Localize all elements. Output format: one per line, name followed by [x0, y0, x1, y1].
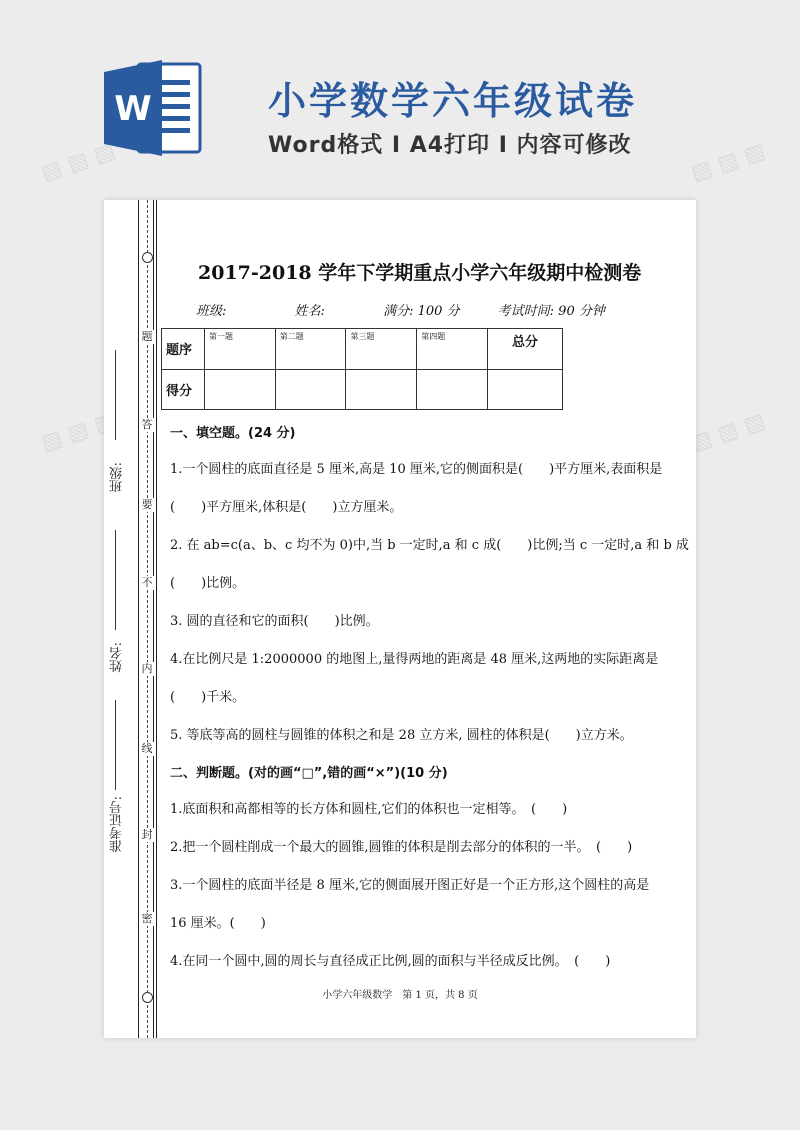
section-heading: 一、填空题。(24 分)	[170, 426, 296, 441]
table-row	[162, 329, 563, 370]
question-line: 1.一个圆柱的底面直径是 5 厘米,高是 10 厘米,它的侧面积是( )平方厘米,表面积是	[170, 462, 663, 477]
name-label: 姓名:	[294, 304, 325, 319]
exam-time-label: 考试时间: 90 分钟	[497, 304, 605, 319]
banner-subtitle: Word格式 I A4打印 I 内容可修改	[268, 133, 632, 158]
binding-char: 密	[141, 912, 153, 925]
question-line: 3. 圆的直径和它的面积( )比例。	[170, 614, 379, 629]
score-cell[interactable]	[346, 369, 417, 410]
binding-char: 线	[141, 742, 153, 755]
page-footer: 小学六年级数学 第 1 页，共 8 页	[322, 990, 478, 1001]
class-label: 班级:	[196, 304, 227, 319]
binding-char: 要	[141, 498, 153, 511]
binding-char: 封	[141, 828, 153, 841]
question-line: ( )比例。	[170, 576, 246, 591]
binding-hole-icon	[142, 252, 153, 263]
score-table	[161, 328, 563, 410]
watermark: ▧ ▧ ▧	[38, 408, 119, 457]
question-line: 2. 在 ab=c(a、b、c 均不为 0)中,当 b 一定时,a 和 c 成( )比例;当 c 一定时,a 和 b 成	[170, 538, 689, 553]
question-line: 4.在比例尺是 1:2000000 的地图上,量得两地的距离是 48 厘米,这两地的实际距离是	[170, 652, 659, 667]
field-underline	[115, 700, 116, 790]
info-row	[196, 300, 605, 319]
table-header-cell: 题序	[162, 329, 205, 370]
binding-line	[156, 200, 157, 1038]
total-column-header: 总分	[487, 329, 562, 370]
question-line: 1.底面积和高都相等的长方体和圆柱,它们的体积也一定相等。 ( )	[170, 802, 568, 817]
exam-paper	[104, 200, 696, 1038]
question-line: 3.一个圆柱的底面半径是 8 厘米,它的侧面展开图正好是一个正方形,这个圆柱的高是	[170, 878, 650, 893]
question-column-header: 第二题	[275, 329, 346, 370]
watermark: ▧ ▧ ▧	[688, 408, 769, 457]
binding-char: 内	[141, 662, 153, 675]
question-line: ( )平方厘米,体积是( )立方厘米。	[170, 500, 403, 515]
word-icon	[100, 58, 212, 158]
question-column-header: 第三题	[346, 329, 417, 370]
field-underline	[115, 350, 116, 440]
score-cell[interactable]	[275, 369, 346, 410]
binding-char: 答	[141, 418, 153, 431]
question-line: 4.在同一个圆中,圆的周长与直径成正比例,圆的面积与半径成反比例。 ( )	[170, 954, 611, 969]
binding-char: 不	[141, 576, 153, 589]
table-header-cell: 得分	[162, 369, 205, 410]
question-line: 16 厘米。( )	[170, 916, 266, 931]
binding-margin	[104, 200, 164, 1038]
binding-char: 题	[141, 330, 153, 343]
score-cell[interactable]	[417, 369, 488, 410]
question-line: 2.把一个圆柱削成一个最大的圆锥,圆锥的体积是削去部分的体积的一半。 ( )	[170, 840, 633, 855]
section-heading: 二、判断题。(对的画“□”,错的画“×”)(10 分)	[170, 766, 448, 781]
full-score-label: 满分: 100 分	[383, 304, 460, 319]
question-line: 5. 等底等高的圆柱与圆锥的体积之和是 28 立方米, 圆柱的体积是( )立方米。	[170, 728, 633, 743]
watermark: ▧ ▧ ▧	[38, 138, 119, 187]
banner-title: 小学数学六年级试卷	[268, 79, 638, 123]
class-field-label: 班级:	[110, 462, 125, 493]
exam-title: 2017-2018 学年下学期重点小学六年级期中检测卷	[198, 262, 642, 284]
total-score-cell[interactable]	[487, 369, 562, 410]
exam-id-field-label: 准考证号:	[110, 796, 125, 853]
question-column-header: 第四题	[417, 329, 488, 370]
table-row	[162, 369, 563, 410]
score-cell[interactable]	[205, 369, 276, 410]
question-column-header: 第一题	[205, 329, 276, 370]
word-icon-letter: W	[114, 89, 152, 129]
question-line: ( )千米。	[170, 690, 246, 705]
field-underline	[115, 530, 116, 630]
name-field-label: 姓名:	[110, 642, 125, 673]
binding-line	[138, 200, 139, 1038]
watermark: ▧ ▧ ▧	[688, 138, 769, 187]
